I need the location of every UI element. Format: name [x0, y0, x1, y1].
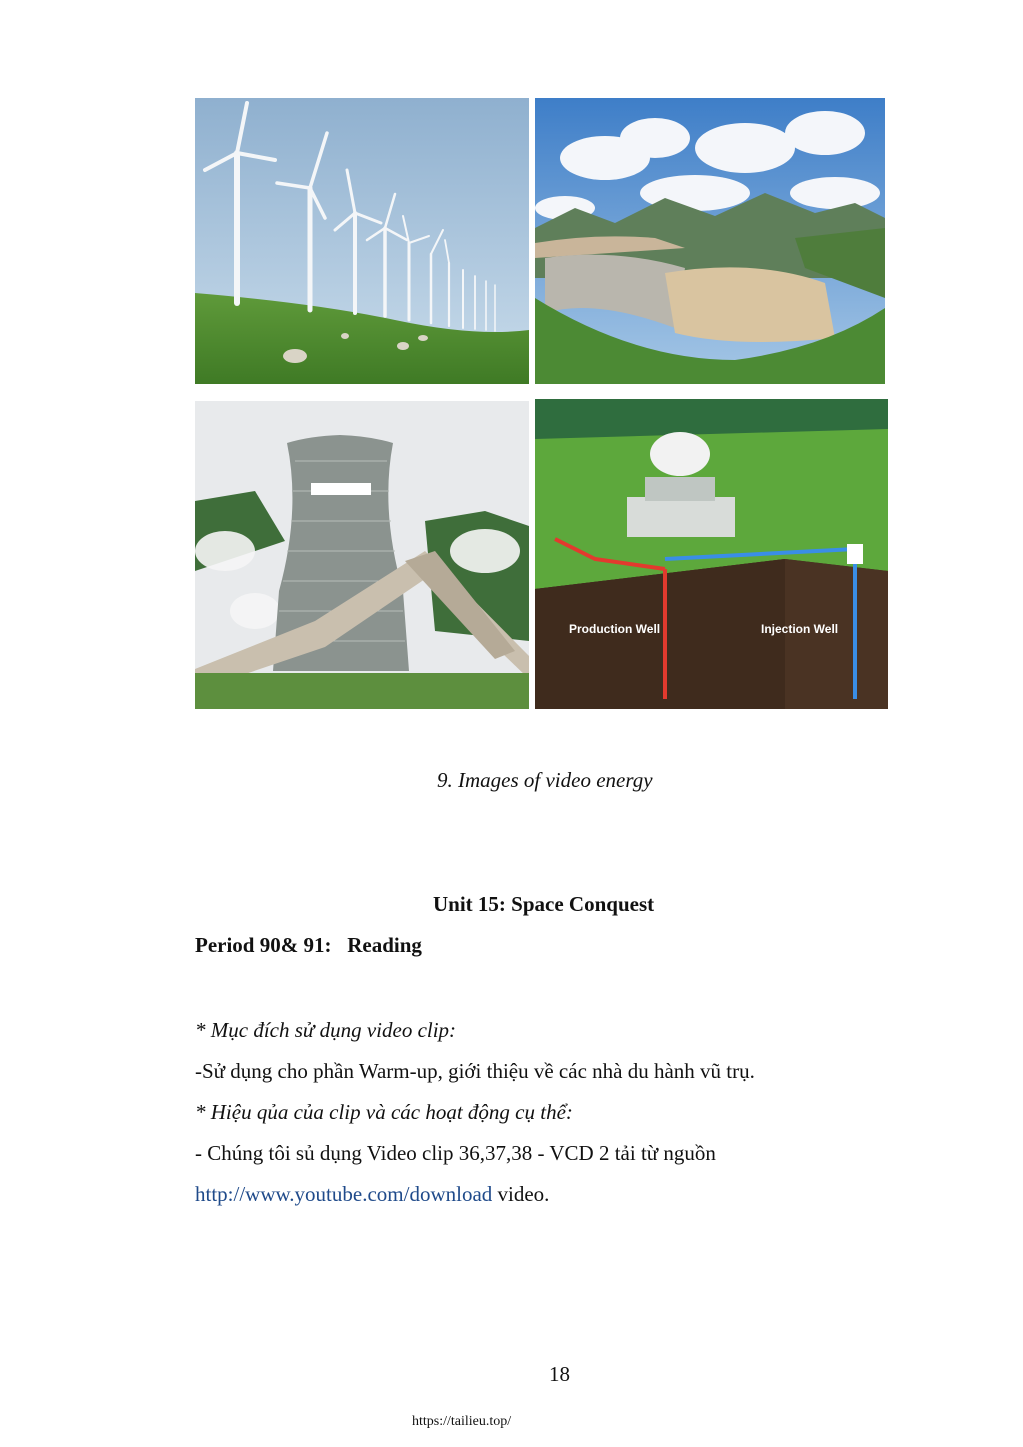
figure-caption: 9. Images of video energy	[437, 768, 653, 792]
hydropower-dam-photo	[535, 98, 885, 384]
link-suffix: video.	[492, 1182, 550, 1206]
effect-text: - Chúng tôi sủ dụng Video clip 36,37,38 - VCD 2 tải từ nguồn	[195, 1141, 716, 1165]
injection-well-label: Injection Well	[761, 622, 839, 636]
youtube-download-link[interactable]: http://www.youtube.com/download	[195, 1182, 493, 1206]
period-title: Period 90& 91: Reading	[195, 933, 422, 957]
geothermal-diagram	[535, 399, 888, 709]
footer-url[interactable]: https://tailieu.top/	[412, 1414, 512, 1429]
source-line	[195, 1181, 549, 1207]
page-number: 18	[549, 1362, 570, 1386]
effect-heading: * Hiệu qủa của clip và các hoạt động cụ thể:	[195, 1100, 573, 1124]
cooling-tower-photo	[195, 401, 529, 709]
wind-turbines-photo	[195, 98, 529, 384]
purpose-text: -Sử dụng cho phần Warm-up, giới thiệu về các nhà du hành vũ trụ.	[195, 1059, 755, 1083]
unit-title: Unit 15: Space Conquest	[433, 892, 655, 916]
production-well-label: Production Well	[569, 622, 661, 636]
purpose-heading: * Mục đích sử dụng video clip:	[195, 1018, 457, 1042]
